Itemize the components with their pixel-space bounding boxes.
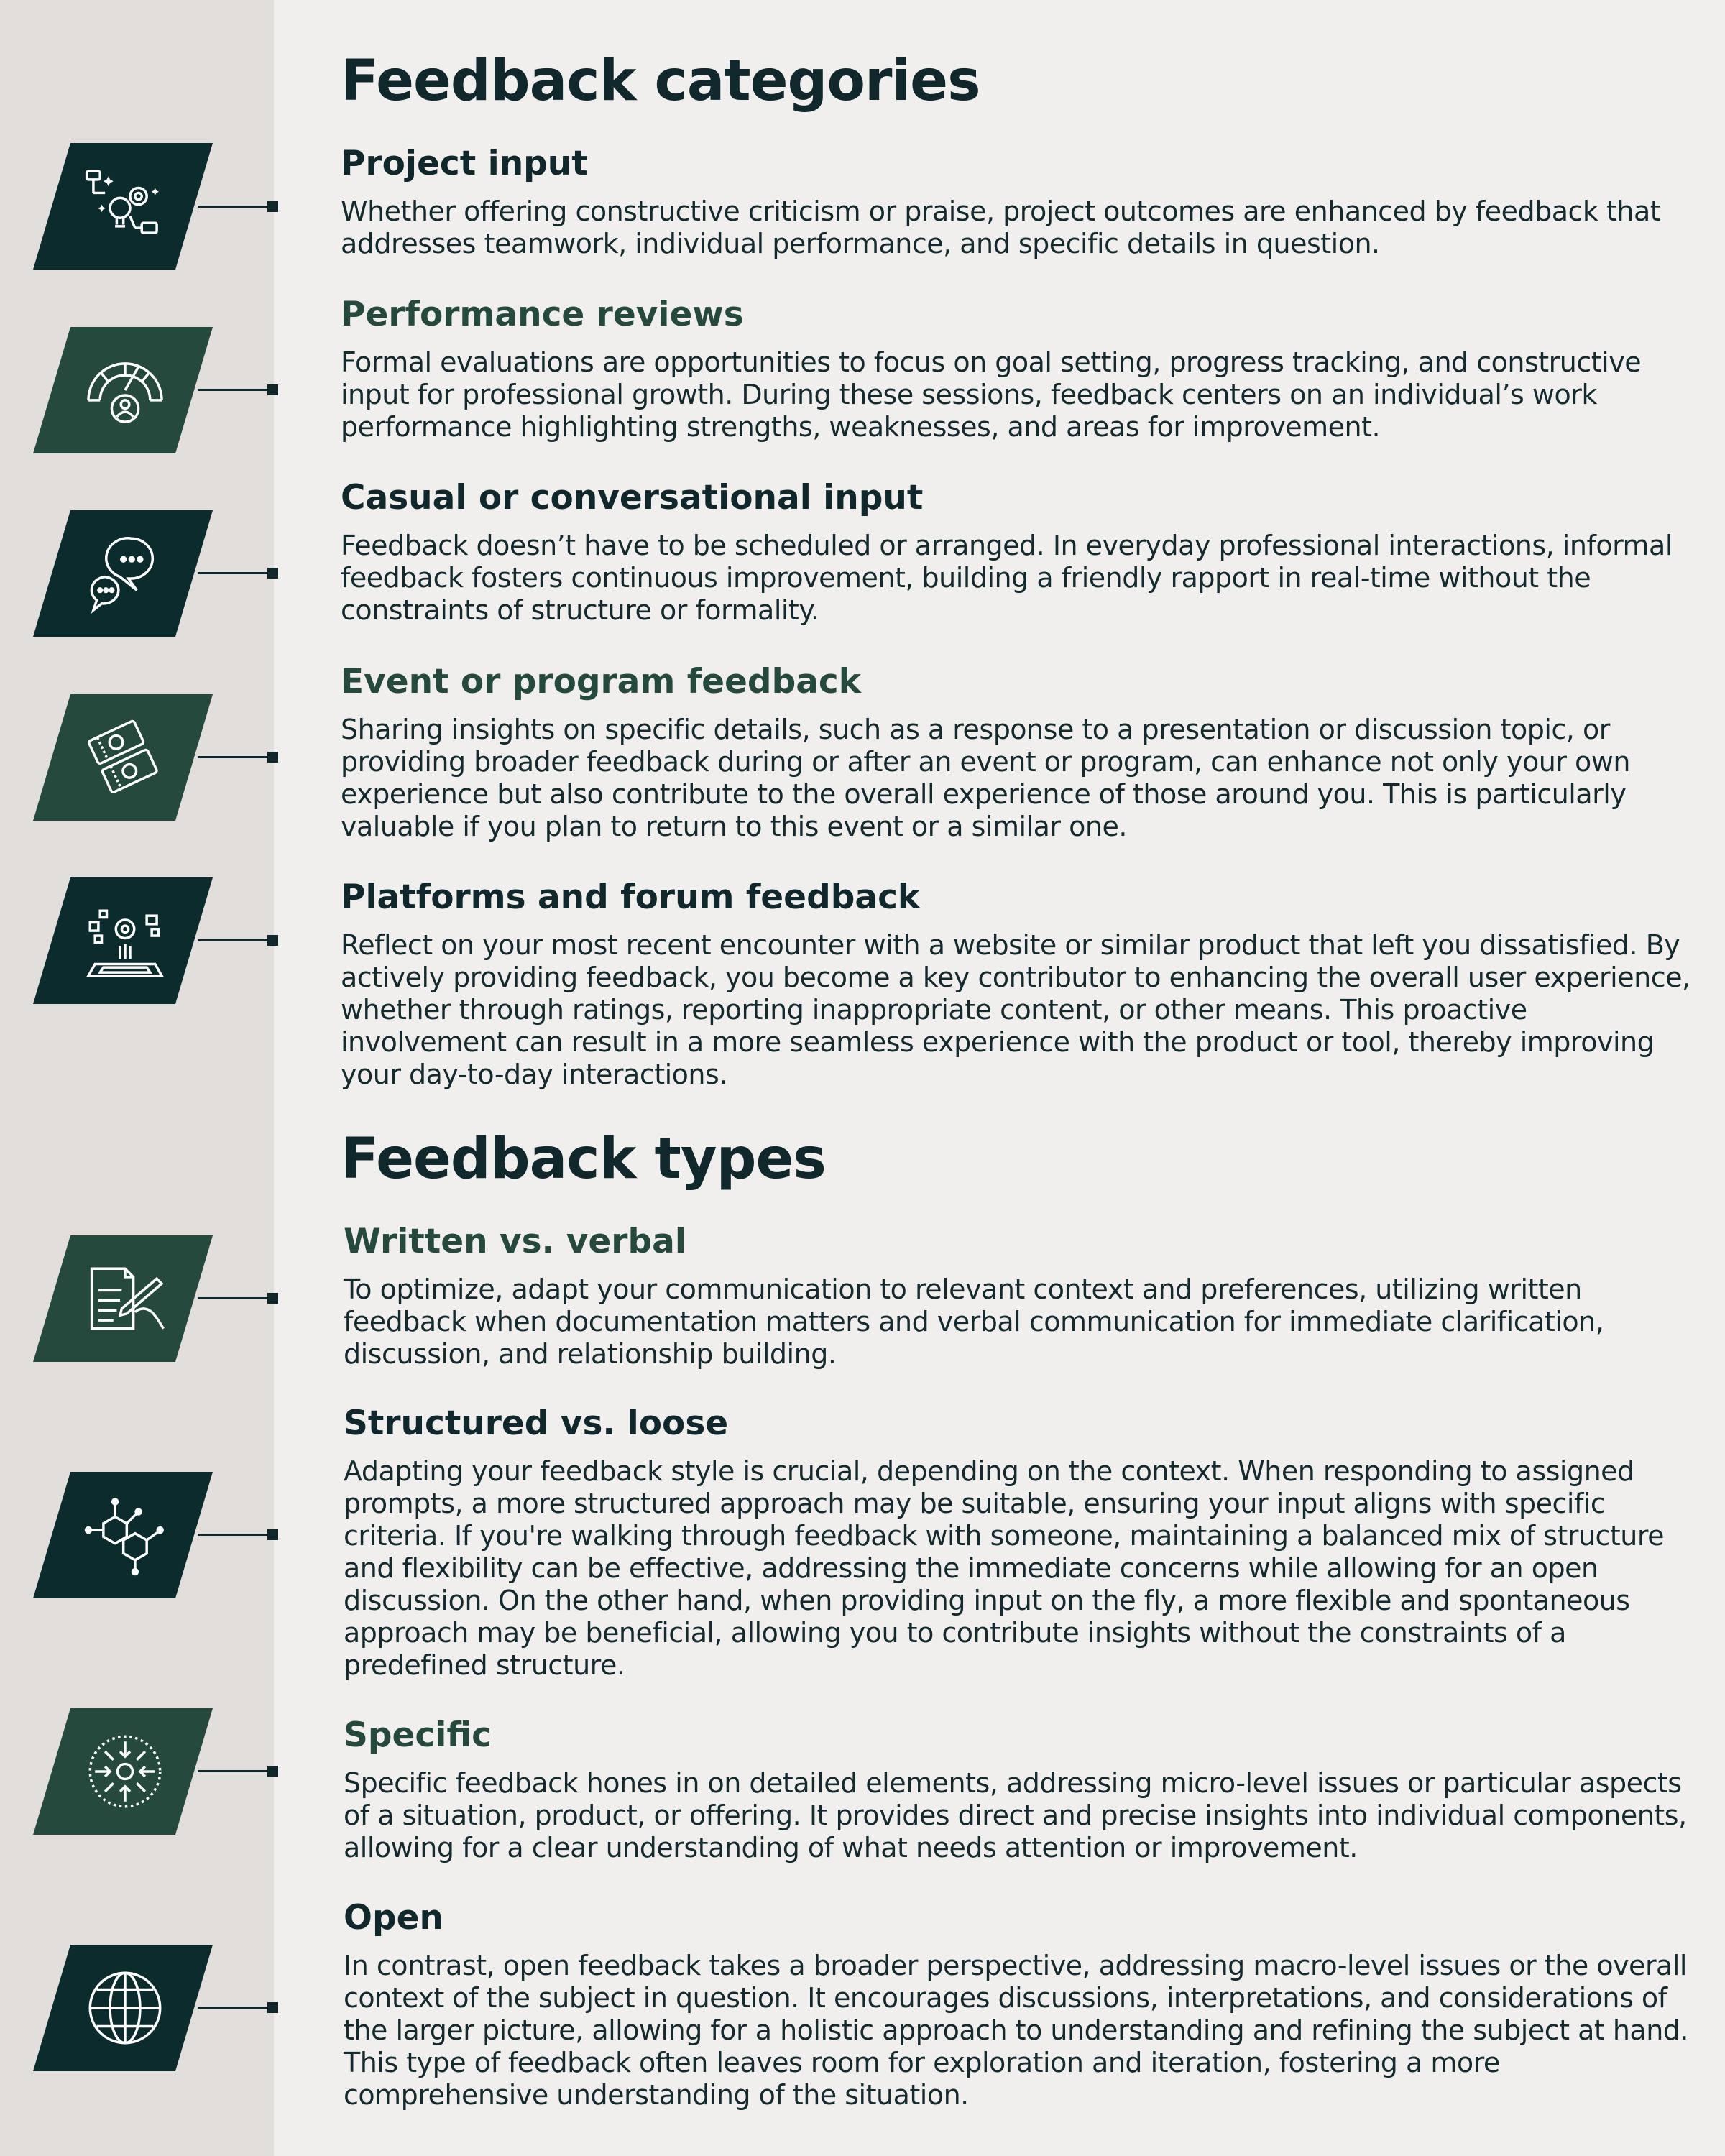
badge-open — [33, 1945, 213, 2071]
connector — [198, 572, 277, 574]
type-title: Written vs. verbal — [344, 1222, 686, 1261]
type-title: Specific — [344, 1715, 492, 1755]
category-project-input — [341, 144, 1692, 260]
category-title: Event or program feedback — [341, 662, 862, 701]
chat-bubbles-icon — [83, 532, 167, 615]
type-body: To optimize, adapt your communication to relevant context and preferences, utilizing written feedback when documentation matters and verbal communication for immediate clarification, discussion, and relationship building. — [344, 1273, 1604, 1370]
category-body: Sharing insights on specific details, such as a response to a presentation or discussion topic, or providing broader feedback during or after an event or program, can enhance not only your own experience but also contribute to the overall experience of those around you. This is particularly valuable if you plan to return to this event or a similar one. — [341, 714, 1630, 843]
tickets-icon — [83, 716, 167, 799]
connector — [198, 1770, 277, 1772]
type-body: Adapting your feedback style is crucial, depending on the context. When responding to assigned prompts, a more structured approach may be suitable, ensuring your input aligns with specific criteria. If you're walking through feedback with someone, maintaining a balanced mix of structure and flexibility can be effective, addressing the immediate concerns while allowing for an open discussion. On the other hand, when providing input on the fly, a more flexible and spontaneous approach may be beneficial, allowing you to contribute insights without the constraints of a predefined structure. — [344, 1455, 1665, 1682]
category-performance-reviews — [341, 295, 1692, 443]
category-title: Casual or conversational input — [341, 478, 924, 517]
type-open — [344, 1898, 1695, 2111]
idea-gear-icon — [83, 165, 167, 248]
types-heading: Feedback types — [341, 1127, 826, 1192]
category-event-feedback — [341, 662, 1692, 843]
connector — [198, 939, 277, 941]
category-body: Feedback doesn’t have to be scheduled or arranged. In everyday professional interactions, informal feedback fosters continuous improvement, building a friendly rapport in real-time without the constraints of structure or formality. — [341, 530, 1673, 627]
category-title: Project input — [341, 144, 588, 183]
category-body: Whether offering constructive criticism or praise, project outcomes are enhanced by feedback that addresses teamwork, individual performance, and specific details in question. — [341, 195, 1661, 260]
focus-target-icon — [83, 1730, 167, 1813]
connector — [198, 389, 277, 391]
type-written-verbal — [344, 1222, 1695, 1370]
connector — [198, 1297, 277, 1299]
type-structured-loose — [344, 1404, 1695, 1682]
category-casual-input — [341, 478, 1692, 627]
type-body: In contrast, open feedback takes a broader perspective, addressing macro-level issues or the overall context of the subject in question. It encourages discussions, interpretations, and considerations of the larger picture, allowing for a holistic approach to understanding and refining the subject at hand. This type of feedback often leaves room for exploration and iteration, fostering a more comprehensive understanding of the situation. — [344, 1950, 1688, 2111]
categories-heading: Feedback categories — [341, 49, 980, 114]
molecule-network-icon — [83, 1493, 167, 1577]
badge-performance-reviews — [33, 327, 213, 453]
type-title: Open — [344, 1898, 443, 1938]
type-body: Specific feedback hones in on detailed elements, addressing micro-level issues or particular aspects of a situation, product, or offering. It provides direct and precise insights into individual components, allowing for a clear understanding of what needs attention or improvement. — [344, 1767, 1687, 1864]
category-title: Performance reviews — [341, 295, 744, 334]
category-body: Formal evaluations are opportunities to focus on goal setting, progress tracking, and constructive input for professional growth. During these sessions, feedback centers on an individual’s work performance highlighting strengths, weaknesses, and areas for improvement. — [341, 346, 1642, 443]
badge-event-feedback — [33, 694, 213, 821]
type-specific — [344, 1715, 1695, 1864]
writing-document-icon — [83, 1257, 167, 1340]
connector — [198, 206, 277, 208]
badge-platforms — [33, 877, 213, 1004]
category-body: Reflect on your most recent encounter with a website or similar product that left you dissatisfied. By actively providing feedback, you become a key contributor to enhancing the overall user experience, whether through ratings, reporting inappropriate content, or other means. This proactive involvement can result in a more seamless experience with the product or tool, thereby improving your day-to-day interactions. — [341, 929, 1690, 1091]
badge-structured-loose — [33, 1472, 213, 1598]
globe-icon — [83, 1966, 167, 2050]
connector — [198, 2007, 277, 2009]
badge-project-input — [33, 143, 213, 270]
connector — [198, 756, 277, 758]
badge-casual-input — [33, 510, 213, 637]
performance-gauge-icon — [83, 349, 167, 432]
connector — [198, 1534, 277, 1536]
category-title: Platforms and forum feedback — [341, 877, 921, 917]
platform-gear-icon — [83, 899, 167, 982]
type-title: Structured vs. loose — [344, 1404, 729, 1443]
badge-written-verbal — [33, 1235, 213, 1362]
category-platforms — [341, 877, 1692, 1091]
badge-specific — [33, 1708, 213, 1835]
